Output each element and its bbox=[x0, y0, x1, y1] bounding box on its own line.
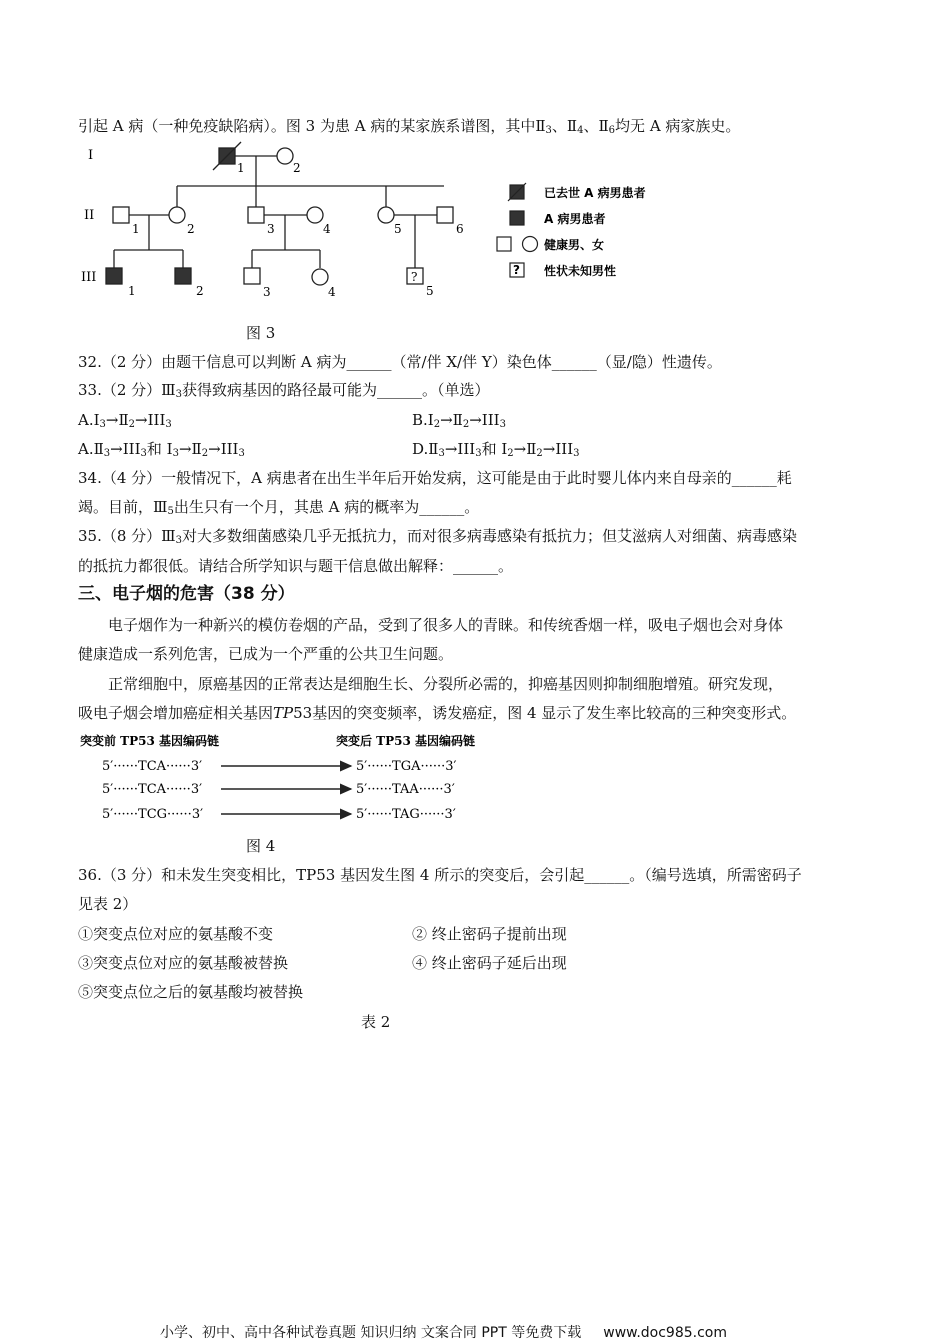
q33b-t2: →Ⅱ bbox=[440, 411, 463, 429]
q33d-s3: 2 bbox=[507, 448, 514, 459]
pedigree-II5-female bbox=[378, 207, 394, 223]
gen-label-II: II bbox=[84, 208, 95, 223]
q33d-s2: 3 bbox=[475, 448, 482, 459]
section3-p2-line2 bbox=[78, 703, 796, 723]
footer-url[interactable]: www.doc985.com bbox=[603, 1325, 727, 1341]
fig4-row3-before: 5′······TCG······3′ bbox=[102, 807, 204, 822]
q33-option-c bbox=[78, 439, 245, 464]
legend-healthy-female-swatch bbox=[523, 237, 538, 252]
section3-p1-line2: 健康造成一系列危害，已成为一个严重的公共卫生问题。 bbox=[78, 645, 454, 663]
q33b-s2: 2 bbox=[462, 419, 470, 430]
q33a-t1: A.I bbox=[78, 411, 100, 429]
intro-text-4: 均无 A 病家族史。 bbox=[615, 117, 741, 135]
q33a-t3: →III bbox=[135, 411, 166, 429]
page-footer bbox=[160, 1322, 727, 1342]
table-2-caption: 表 2 bbox=[361, 1013, 391, 1031]
q33a-t2: →Ⅱ bbox=[105, 411, 129, 429]
intro-sub-3: 6 bbox=[608, 125, 616, 136]
q33d-t1: D.Ⅱ bbox=[412, 440, 439, 458]
num-I1: 1 bbox=[237, 161, 245, 175]
q33-stem-sub: 3 bbox=[175, 389, 183, 400]
fig4-row1-before: 5′······TCA······3′ bbox=[102, 759, 203, 774]
q35-line1-sub: 3 bbox=[175, 535, 183, 546]
question-33 bbox=[78, 380, 490, 405]
pedigree-III2-affected bbox=[175, 268, 191, 284]
fig4-caption: 图 4 bbox=[246, 837, 276, 855]
q33c-s5: 3 bbox=[238, 448, 245, 459]
q34-line2-a: 竭。目前，Ⅲ bbox=[78, 498, 168, 516]
gen-label-III: III bbox=[81, 270, 97, 285]
section3-p1-line1: 电子烟作为一种新兴的模仿卷烟的产品，受到了很多人的青睐。和传统香烟一样，吸电子烟也会对身体 bbox=[108, 616, 784, 634]
pedigree-I2-female bbox=[277, 148, 293, 164]
q34-line2-b: 出生只有一个月，其患 A 病的概率为______。 bbox=[173, 498, 480, 516]
num-II4: 4 bbox=[323, 222, 331, 236]
num-III4: 4 bbox=[328, 285, 336, 299]
q33a-s2: 2 bbox=[128, 419, 136, 430]
q33-stem-a: 33.（2 分）Ⅲ bbox=[78, 381, 176, 399]
q33c-t5: →III bbox=[208, 440, 239, 458]
intro-text-2: 、Ⅱ bbox=[551, 117, 578, 135]
legend-healthy-label: 健康男、女 bbox=[544, 238, 605, 252]
p2-line2-b: 基因的突变频率，诱发癌症，图 4 显示了发生率比较高的三种突变形式。 bbox=[312, 704, 797, 722]
q33c-t1: A.Ⅱ bbox=[78, 440, 104, 458]
fig4-row2-before: 5′······TCA······3′ bbox=[102, 782, 203, 797]
fig3-caption: 图 3 bbox=[246, 324, 276, 342]
q33d-s5: 3 bbox=[573, 448, 580, 459]
q33-stem-b: 获得致病基因的路径最可能为______。（单选） bbox=[182, 381, 490, 399]
pedigree-unknown-mark: ? bbox=[411, 270, 418, 284]
q33c-s1: 3 bbox=[103, 448, 111, 459]
q33-option-d bbox=[412, 439, 580, 464]
section3-p2-line1: 正常细胞中，原癌基因的正常表达是细胞生长、分裂所必需的，抑癌基因则抑制细胞增殖。研究发现， bbox=[108, 675, 784, 693]
fig4-row1-after: 5′······TGA······3′ bbox=[356, 759, 457, 774]
question-35-line1 bbox=[78, 526, 797, 551]
num-III2: 2 bbox=[196, 284, 204, 298]
num-II5: 5 bbox=[394, 222, 402, 236]
legend-affected-label: A 病男患者 bbox=[544, 212, 606, 226]
q33b-t3: →III bbox=[469, 411, 500, 429]
intro-sub-1: 3 bbox=[545, 125, 552, 136]
num-II1: 1 bbox=[132, 222, 140, 236]
q36-option-4: ④ 终止密码子延后出现 bbox=[412, 954, 567, 972]
pedigree-chart bbox=[70, 140, 490, 305]
p2-gene-name: TP bbox=[273, 704, 294, 722]
q33-option-a bbox=[78, 410, 172, 435]
gen-label-I: I bbox=[88, 148, 94, 163]
p2-line2-a: 吸电子烟会增加癌症相关基因 bbox=[78, 704, 274, 722]
question-34-line1: 34.（4 分）一般情况下，A 病患者在出生半年后开始发病，这可能是由于此时婴儿体内来自母亲的______耗 bbox=[78, 469, 792, 487]
p2-gene-num: 53 bbox=[293, 704, 313, 722]
pedigree-II2-female bbox=[169, 207, 185, 223]
pedigree-II1-male bbox=[113, 207, 129, 223]
question-35-line2: 的抵抗力都很低。请结合所学知识与题干信息做出解释：______。 bbox=[78, 557, 514, 575]
fig4-before-title: 突变前 TP53 基因编码链 bbox=[80, 734, 220, 748]
q33d-s1: 3 bbox=[438, 448, 445, 459]
q34-line2-sub: 5 bbox=[167, 506, 174, 517]
fig4-row2-after: 5′······TAA······3′ bbox=[356, 782, 455, 797]
num-III3: 3 bbox=[263, 285, 271, 299]
q33-option-b bbox=[412, 410, 506, 435]
num-II6: 6 bbox=[456, 222, 464, 236]
fig4-after-title: 突变后 TP53 基因编码链 bbox=[336, 734, 476, 748]
q33a-s1: 3 bbox=[99, 419, 106, 430]
q33c-s2: 3 bbox=[140, 448, 147, 459]
figure-4 bbox=[76, 730, 516, 830]
q35-line1-a: 35.（8 分）Ⅲ bbox=[78, 527, 176, 545]
q33d-t3: 和 I bbox=[481, 440, 508, 458]
q33c-t4: →Ⅱ bbox=[178, 440, 202, 458]
q36-option-5: ⑤突变点位之后的氨基酸均被替换 bbox=[78, 983, 304, 1001]
pedigree-II6-male bbox=[437, 207, 453, 223]
q36-option-2: ② 终止密码子提前出现 bbox=[412, 925, 567, 943]
q33d-t2: →III bbox=[444, 440, 476, 458]
q33b-s3: 3 bbox=[499, 419, 506, 430]
q33b-t1: B.I bbox=[412, 411, 434, 429]
pedigree-III3-male bbox=[244, 268, 260, 284]
intro-line bbox=[78, 116, 740, 141]
intro-text-1: 引起 A 病（一种免疫缺陷病）。图 3 为患 A 病的某家族系谱图，其中Ⅱ bbox=[78, 117, 546, 135]
q33d-t5: →III bbox=[542, 440, 574, 458]
num-I2: 2 bbox=[293, 161, 301, 175]
q36-option-1: ①突变点位对应的氨基酸不变 bbox=[78, 925, 274, 943]
question-36-line1: 36.（3 分）和未发生突变相比，TP53 基因发生图 4 所示的突变后，会引起______。（编号选填，所需密码子 bbox=[78, 866, 802, 884]
question-34-line2 bbox=[78, 497, 479, 522]
legend-affected-swatch bbox=[510, 211, 524, 225]
pedigree-II3-male bbox=[248, 207, 264, 223]
q35-line1-b: 对大多数细菌感染几乎无抵抗力，而对很多病毒感染有抵抗力；但艾滋病人对细菌、病毒感染 bbox=[182, 527, 798, 545]
q33d-s4: 2 bbox=[536, 448, 543, 459]
question-36-line2: 见表 2） bbox=[78, 895, 138, 913]
footer-text: 小学、初中、高中各种试卷真题 知识归纳 文案合同 PPT 等免费下载 bbox=[160, 1325, 582, 1341]
num-II2: 2 bbox=[187, 222, 195, 236]
pedigree-legend bbox=[492, 182, 692, 282]
q33d-t4: →Ⅱ bbox=[513, 440, 537, 458]
q33c-s3: 3 bbox=[172, 448, 179, 459]
q33c-t3: 和 I bbox=[146, 440, 173, 458]
legend-q-mark: ? bbox=[513, 263, 520, 277]
fig4-row3-after: 5′······TAG······3′ bbox=[356, 807, 456, 822]
question-32: 32.（2 分）由题干信息可以判断 A 病为______（常/伴 X/伴 Y）染色体______（显/隐）性遗传。 bbox=[78, 353, 722, 371]
legend-healthy-male-swatch bbox=[497, 237, 511, 251]
q33c-t2: →III bbox=[110, 440, 141, 458]
pedigree-III4-female bbox=[312, 269, 328, 285]
legend-unknown-label: 性状未知男性 bbox=[544, 264, 617, 278]
q33a-s3: 3 bbox=[165, 419, 172, 430]
pedigree-III1-affected bbox=[106, 268, 122, 284]
num-III1: 1 bbox=[128, 284, 136, 298]
q33c-s4: 2 bbox=[201, 448, 209, 459]
section-3-heading: 三、电子烟的危害（38 分） bbox=[78, 584, 295, 604]
intro-text-3: 、Ⅱ bbox=[583, 117, 609, 135]
num-II3: 3 bbox=[267, 222, 275, 236]
q36-option-3: ③突变点位对应的氨基酸被替换 bbox=[78, 954, 289, 972]
q33b-s1: 2 bbox=[433, 419, 441, 430]
legend-deceased-label: 已去世 A 病男患者 bbox=[544, 186, 646, 200]
pedigree-II4-female bbox=[307, 207, 323, 223]
num-III5: 5 bbox=[426, 284, 434, 298]
intro-sub-2: 4 bbox=[577, 125, 584, 136]
